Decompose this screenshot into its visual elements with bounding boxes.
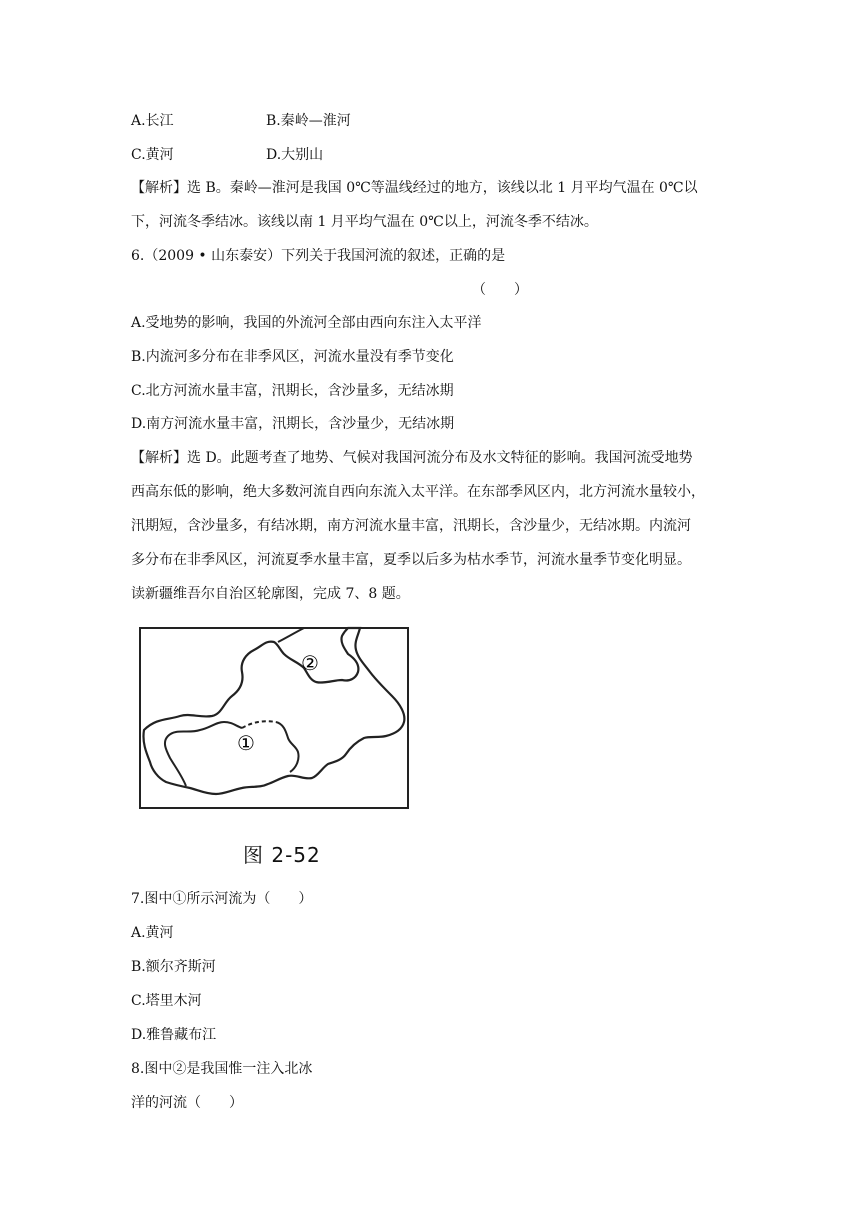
figure-caption: 图 2-52 (243, 843, 321, 867)
q5-analysis-line-2: 下，河流冬季结冰。该线以南 1 月平均气温在 0℃以上，河流冬季不结冰。 (131, 214, 598, 230)
q6-option-d: D.南方河流水量丰富，汛期长，含沙量少，无结冰期 (131, 416, 455, 432)
marker-1: ① (237, 731, 255, 755)
q6-stem: 6.（2009 • 山东泰安）下列关于我国河流的叙述，正确的是 (131, 248, 506, 264)
q8-stem-line-1: 8.图中②是我国惟一注入北冰 (131, 1061, 313, 1077)
q7-option-d: D.雅鲁藏布江 (131, 1027, 217, 1043)
q5-option-d: D.大别山 (266, 147, 324, 163)
marker-2: ② (301, 651, 319, 675)
q7-option-b: B.额尔齐斯河 (131, 959, 216, 975)
q5-option-a: A.长江 (131, 113, 174, 129)
q7-option-a: A.黄河 (131, 925, 174, 941)
q7-stem: 7.图中①所示河流为（ ） (131, 891, 313, 907)
q6-analysis-line-3: 汛期短，含沙量多，有结冰期，南方河流水量丰富，汛期长，含沙量少，无结冰期。内流河 (131, 518, 691, 534)
q5-option-b: B.秦岭—淮河 (266, 113, 351, 129)
q6-option-b: B.内流河多分布在非季风区，河流水量没有季节变化 (131, 349, 454, 365)
q8-stem-line-2: 洋的河流（ ） (131, 1095, 243, 1111)
q6-analysis-line-2: 西高东低的影响，绝大多数河流自西向东流入太平洋。在东部季风区内，北方河流水量较小， (131, 484, 705, 500)
xinjiang-outline-map (128, 618, 418, 870)
q6-option-c: C.北方河流水量丰富，汛期长，含沙量多，无结冰期 (131, 383, 454, 399)
q6-analysis-line-1: 【解析】选 D。此题考查了地势、气候对我国河流分布及水文特征的影响。我国河流受地势 (131, 450, 693, 466)
q5-analysis-line-1: 【解析】选 B。秦岭—淮河是我国 0℃等温线经过的地方，该线以北 1 月平均气温在 0℃以 (131, 180, 698, 196)
q6-option-a: A.受地势的影响，我国的外流河全部由西向东注入太平洋 (131, 315, 482, 331)
map-svg (128, 618, 418, 870)
q6-analysis-line-4: 多分布在非季风区，河流夏季水量丰富，夏季以后多为枯水季节，河流水量季节变化明显。 (131, 552, 691, 568)
q7-option-c: C.塔里木河 (131, 993, 202, 1009)
intro-q7-q8: 读新疆维吾尔自治区轮廓图，完成 7、8 题。 (131, 586, 410, 602)
q5-option-c: C.黄河 (131, 147, 174, 163)
q6-answer-bracket: （ ） (472, 282, 528, 298)
